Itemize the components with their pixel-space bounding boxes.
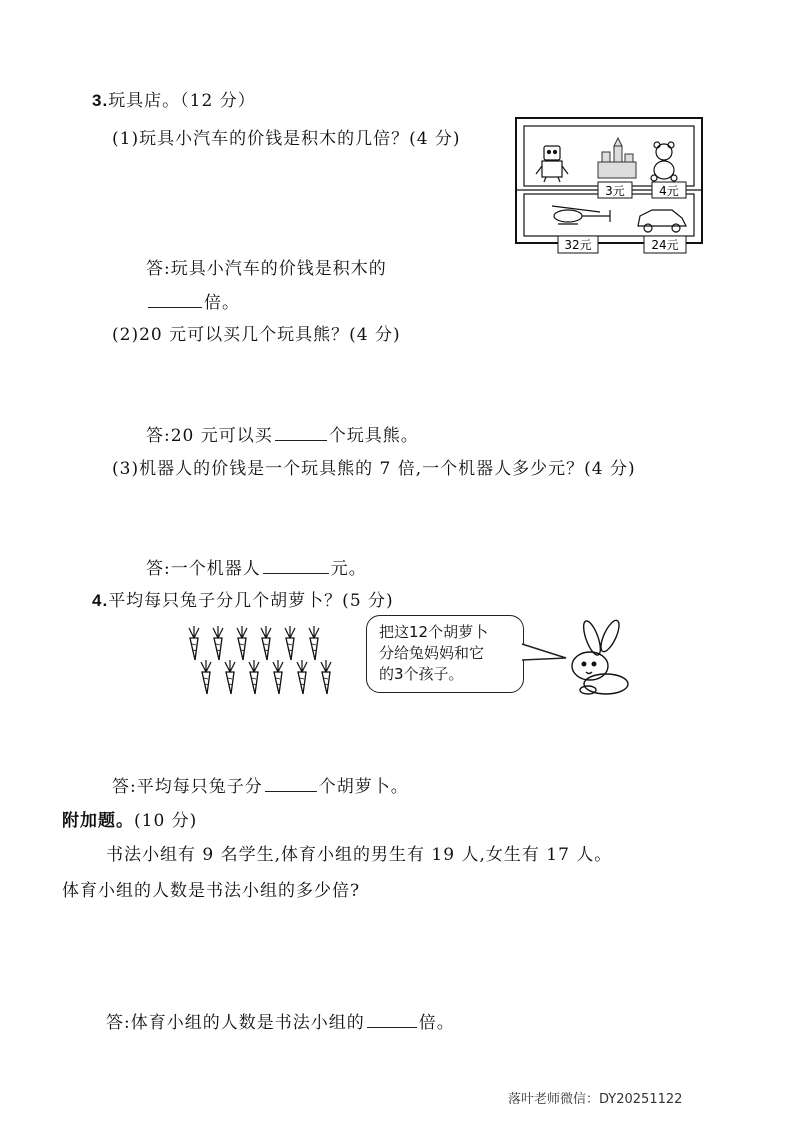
carrot-icon [285,626,295,660]
carrot-icon [213,626,223,660]
answer-blank-2[interactable] [275,439,327,441]
q4-answer: 答:平均每只兔子分 个胡萝卜。 [112,777,409,797]
carrot-icon [297,660,307,694]
answer-blank-5[interactable] [367,1026,417,1028]
price-plane: 32元 [564,238,592,252]
carrot-icon [249,660,259,694]
price-blocks: 3元 [605,184,625,198]
speech-bubble: 把这12个胡萝卜 分给兔妈妈和它 的3个孩子。 [366,615,524,693]
carrot-icon [237,626,247,660]
q3-part3-question: (3)机器人的价钱是一个玩具熊的 7 倍,一个机器人多少元？(4 分) [112,459,636,479]
q3-part1-question: (1)玩具小汽车的价钱是积木的几倍？(4 分) [112,129,461,149]
q3-part1-answer-line: 倍。 [146,288,240,313]
robot-icon [536,146,568,182]
answer-blank-3[interactable] [263,572,329,574]
bonus-title: 附加题。(10 分) [62,811,198,831]
carrot-icon [225,660,235,694]
carrot-icon [321,660,331,694]
blocks-icon [598,138,636,178]
q3-part3-answer: 答:一个机器人 元。 [146,559,367,579]
q3-part2-question: (2)20 元可以买几个玩具熊？(4 分) [112,325,401,345]
carrot-icon [273,660,283,694]
price-bear: 4元 [659,184,679,198]
q3-part1-answer-prefix: 答:玩具小汽车的价钱是积木的 [146,259,387,279]
bonus-text-line1: 书法小组有 9 名学生,体育小组的男生有 19 人,女生有 17 人。 [106,845,613,865]
answer-blank-1[interactable] [148,306,202,308]
car-icon [638,210,686,232]
rabbit-icon [560,618,636,698]
helicopter-icon [552,206,610,224]
carrots-figure [186,622,350,698]
price-car: 24元 [651,238,679,252]
bonus-text-line2: 体育小组的人数是书法小组的多少倍? [62,881,361,901]
q3-part2-answer: 答:20 元可以买 个玩具熊。 [146,426,419,446]
carrot-icon [189,626,199,660]
toy-shelf-figure [514,116,704,256]
answer-blank-4[interactable] [265,790,317,792]
carrot-icon [261,626,271,660]
q3-title: 3.玩具店。（12 分） [92,91,256,111]
carrot-icon [201,660,211,694]
bonus-answer: 答:体育小组的人数是书法小组的 倍。 [106,1013,455,1033]
footer-watermark: 落叶老师微信：DY20251122 [508,1092,683,1107]
q4-title: 4.平均每只兔子分几个胡萝卜？(5 分) [92,591,394,611]
bear-icon [651,142,677,181]
carrot-icon [309,626,319,660]
